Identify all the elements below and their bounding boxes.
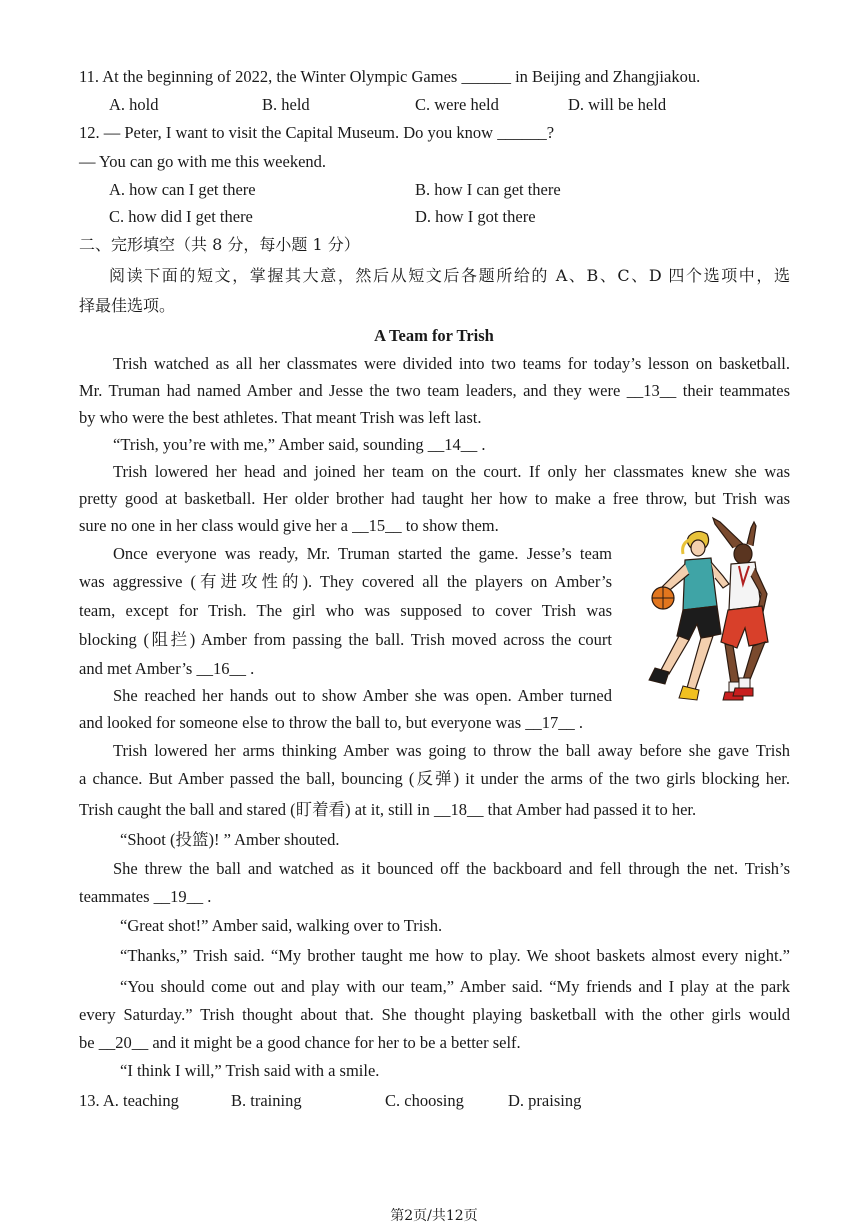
defender-figure: [713, 518, 768, 700]
passage-line: by who were the best athletes. That meant Trish was left last.: [79, 408, 482, 427]
question-11-option-a: A. hold: [109, 95, 159, 114]
passage-line: was aggressive (有进攻性的). They covered all the players on Amber’s: [79, 572, 612, 591]
passage-line: Trish caught the ball and stared (盯着看) at it, still in __18__ that Amber had passed it to her.: [79, 800, 697, 819]
passage-line: Mr. Truman had named Amber and Jesse the two team leaders, and they were __13__ their teammates: [79, 381, 790, 400]
passage-line: “Great shot!” Amber said, walking over to Trish.: [120, 916, 443, 935]
passage-line: team, except for Trish. The girl who was supposed to cover Trish was: [79, 601, 612, 620]
question-11-option-b: B. held: [262, 95, 310, 114]
section-heading: 二、完形填空（共 8 分，每小题 1 分）: [79, 235, 360, 254]
passage-line: and met Amber’s __16__ .: [79, 659, 255, 678]
passage-line: Trish lowered her head and joined her team on the court. If only her classmates knew she was: [113, 462, 790, 481]
question-13-option-a: 13. A. teaching: [79, 1091, 179, 1110]
passage-line: “Thanks,” Trish said. “My brother taught me how to play. We shoot baskets almost every night.”: [120, 946, 790, 965]
passage-line: “Shoot (投篮)! ” Amber shouted.: [120, 830, 340, 849]
passage-line: sure no one in her class would give her a __15__ to show them.: [79, 516, 499, 535]
question-12-stem: 12. — Peter, I want to visit the Capital Museum. Do you know ______?: [79, 123, 555, 142]
passage-line: “Trish, you’re with me,” Amber said, sounding __14__ .: [113, 435, 486, 454]
passage-line: She reached her hands out to show Amber she was open. Amber turned: [113, 686, 612, 705]
passage-line: be __20__ and it might be a good chance for her to be a better self.: [79, 1033, 521, 1052]
passage-line: teammates __19__ .: [79, 887, 212, 906]
question-11-option-c: C. were held: [415, 95, 499, 114]
passage-line: a chance. But Amber passed the ball, bouncing (反弹) it under the arms of the two girls blocking her.: [79, 769, 790, 788]
passage-line: She threw the ball and watched as it bounced off the backboard and fell through the net. Trish’s: [113, 859, 790, 878]
question-12-option-c: C. how did I get there: [109, 207, 253, 226]
passage-line: pretty good at basketball. Her older brother had taught her how to make a free throw, but Trish was: [79, 489, 790, 508]
passage-line: every Saturday.” Trish thought about that. She thought playing basketball with the other girls would: [79, 1005, 790, 1024]
question-11-option-d: D. will be held: [568, 95, 667, 114]
passage-title: A Team for Trish: [374, 326, 494, 345]
question-13-option-c: C. choosing: [385, 1091, 464, 1110]
passage-line: “I think I will,” Trish said with a smile.: [120, 1061, 380, 1080]
passage-line: Once everyone was ready, Mr. Truman started the game. Jesse’s team: [113, 544, 612, 563]
passage-line: “You should come out and play with our team,” Amber said. “My friends and I play at the park: [120, 977, 790, 996]
section-instruction-line-2: 择最佳选项。: [79, 296, 176, 315]
question-12-option-a: A. how can I get there: [109, 180, 256, 199]
passage-line: Trish lowered her arms thinking Amber was going to throw the ball away before she gave Trish: [113, 741, 790, 760]
passage-line: blocking (阻拦) Amber from passing the ball. Trish moved across the court: [79, 630, 612, 649]
attacker-figure: [649, 531, 729, 700]
question-12-option-d: D. how I got there: [415, 207, 536, 226]
section-instruction-line-1: 阅读下面的短文，掌握其大意，然后从短文后各题所给的 A、B、C、D 四个选项中，选: [109, 266, 790, 285]
question-12-option-b: B. how I can get there: [415, 180, 561, 199]
question-13-option-b: B. training: [231, 1091, 302, 1110]
basketball-players-illustration: [625, 514, 787, 712]
question-13-option-d: D. praising: [508, 1091, 582, 1110]
passage-line: Trish watched as all her classmates were divided into two teams for today’s lesson on basketball.: [113, 354, 790, 373]
question-11-stem: 11. At the beginning of 2022, the Winter Olympic Games ______ in Beijing and Zhangjiakou.: [79, 67, 701, 86]
passage-line: and looked for someone else to throw the ball to, but everyone was __17__ .: [79, 713, 584, 732]
page-footer: 第2页/共12页: [390, 1208, 478, 1224]
question-12-reply: — You can go with me this weekend.: [79, 152, 327, 171]
